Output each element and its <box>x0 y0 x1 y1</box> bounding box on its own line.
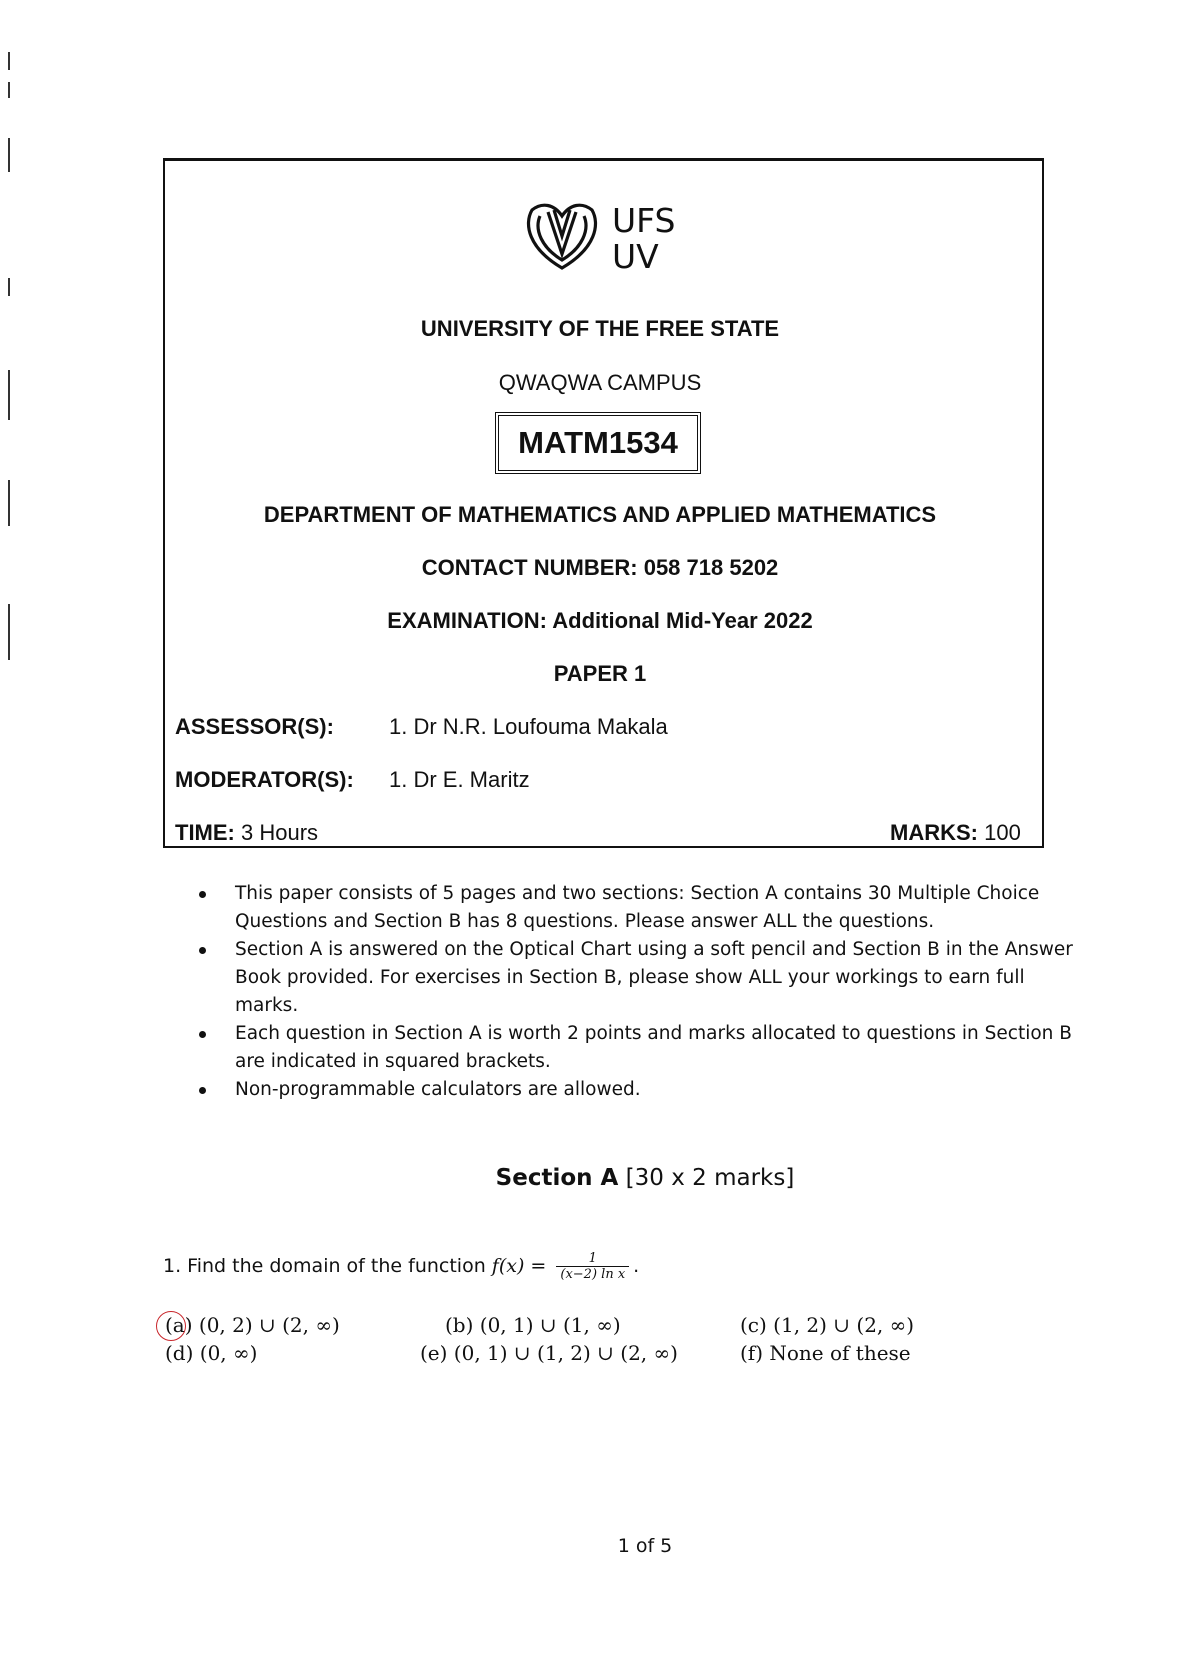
question-1-period: . <box>633 1255 640 1277</box>
page-number: 1 of 5 <box>617 1535 673 1557</box>
course-code-box <box>495 412 701 474</box>
time-value: 3 Hours <box>241 820 319 845</box>
time-line <box>175 820 318 846</box>
question-1-text: 1. Find the domain of the function <box>163 1255 486 1277</box>
fraction-numerator: 1 <box>556 1251 629 1267</box>
marks-value: 100 <box>984 820 1021 845</box>
option-c: (c) (1, 2) ∪ (2, ∞) <box>740 1313 915 1337</box>
assessor-label: ASSESSOR(S): <box>175 714 334 739</box>
marks-line <box>890 820 1021 846</box>
section-title-bold: Section A <box>495 1165 619 1191</box>
logo-text-uv: UV <box>612 237 659 276</box>
option-b: (b) (0, 1) ∪ (1, ∞) <box>445 1313 621 1337</box>
moderator-value: 1. Dr E. Maritz <box>389 767 530 792</box>
ufs-emblem-icon <box>528 205 595 268</box>
logo-text-ufs: UFS <box>612 201 676 240</box>
ufs-logo <box>520 196 700 276</box>
scan-artifact <box>8 82 10 98</box>
examination-value: Additional Mid-Year 2022 <box>552 608 813 633</box>
instruction-item: This paper consists of 5 pages and two sections: Section A contains 30 Multiple Choice Questions and Section B has 8 questions. Please answer ALL the questions. <box>197 880 1077 936</box>
question-1 <box>163 1251 639 1282</box>
question-1-fraction <box>556 1251 629 1282</box>
option-d: (d) (0, ∞) <box>165 1341 258 1365</box>
scan-artifact <box>8 52 10 70</box>
assessor-value: 1. Dr N.R. Loufouma Makala <box>389 714 668 739</box>
campus-name: QWAQWA CAMPUS <box>498 370 702 395</box>
section-title-rest: [30 x 2 marks] <box>625 1165 795 1191</box>
marks-label: MARKS: <box>890 820 978 845</box>
examination-line <box>0 608 1200 634</box>
question-1-function: f(x) = <box>491 1255 547 1277</box>
moderator-label: MODERATOR(S): <box>175 767 354 792</box>
examination-label: EXAMINATION: <box>387 608 547 633</box>
university-name: UNIVERSITY OF THE FREE STATE <box>420 316 780 341</box>
scan-artifact <box>8 278 10 296</box>
course-code: MATM1534 <box>518 425 678 460</box>
instruction-item: Section A is answered on the Optical Chart using a soft pencil and Section B in the Answer Book provided. For exercises in Section B, please show ALL your workings to earn full marks. <box>197 936 1077 1020</box>
time-label: TIME: <box>175 820 235 845</box>
scan-artifact <box>8 138 10 172</box>
fraction-denominator: (x−2) ln x <box>560 1267 626 1282</box>
instructions-list <box>197 880 1077 1104</box>
option-a: (a) (0, 2) ∪ (2, ∞) <box>165 1313 340 1337</box>
paper-number: PAPER 1 <box>553 661 647 686</box>
instruction-item: Non-programmable calculators are allowed. <box>197 1076 1077 1104</box>
department-name: DEPARTMENT OF MATHEMATICS AND APPLIED MATHEMATICS <box>263 502 937 527</box>
instruction-item: Each question in Section A is worth 2 points and marks allocated to questions in Section B are indicated in squared brackets. <box>197 1020 1077 1076</box>
option-f: (f) None of these <box>740 1341 911 1365</box>
option-e: (e) (0, 1) ∪ (1, 2) ∪ (2, ∞) <box>420 1341 678 1365</box>
section-a-title <box>0 1165 1200 1191</box>
contact-number: CONTACT NUMBER: 058 718 5202 <box>421 555 779 580</box>
